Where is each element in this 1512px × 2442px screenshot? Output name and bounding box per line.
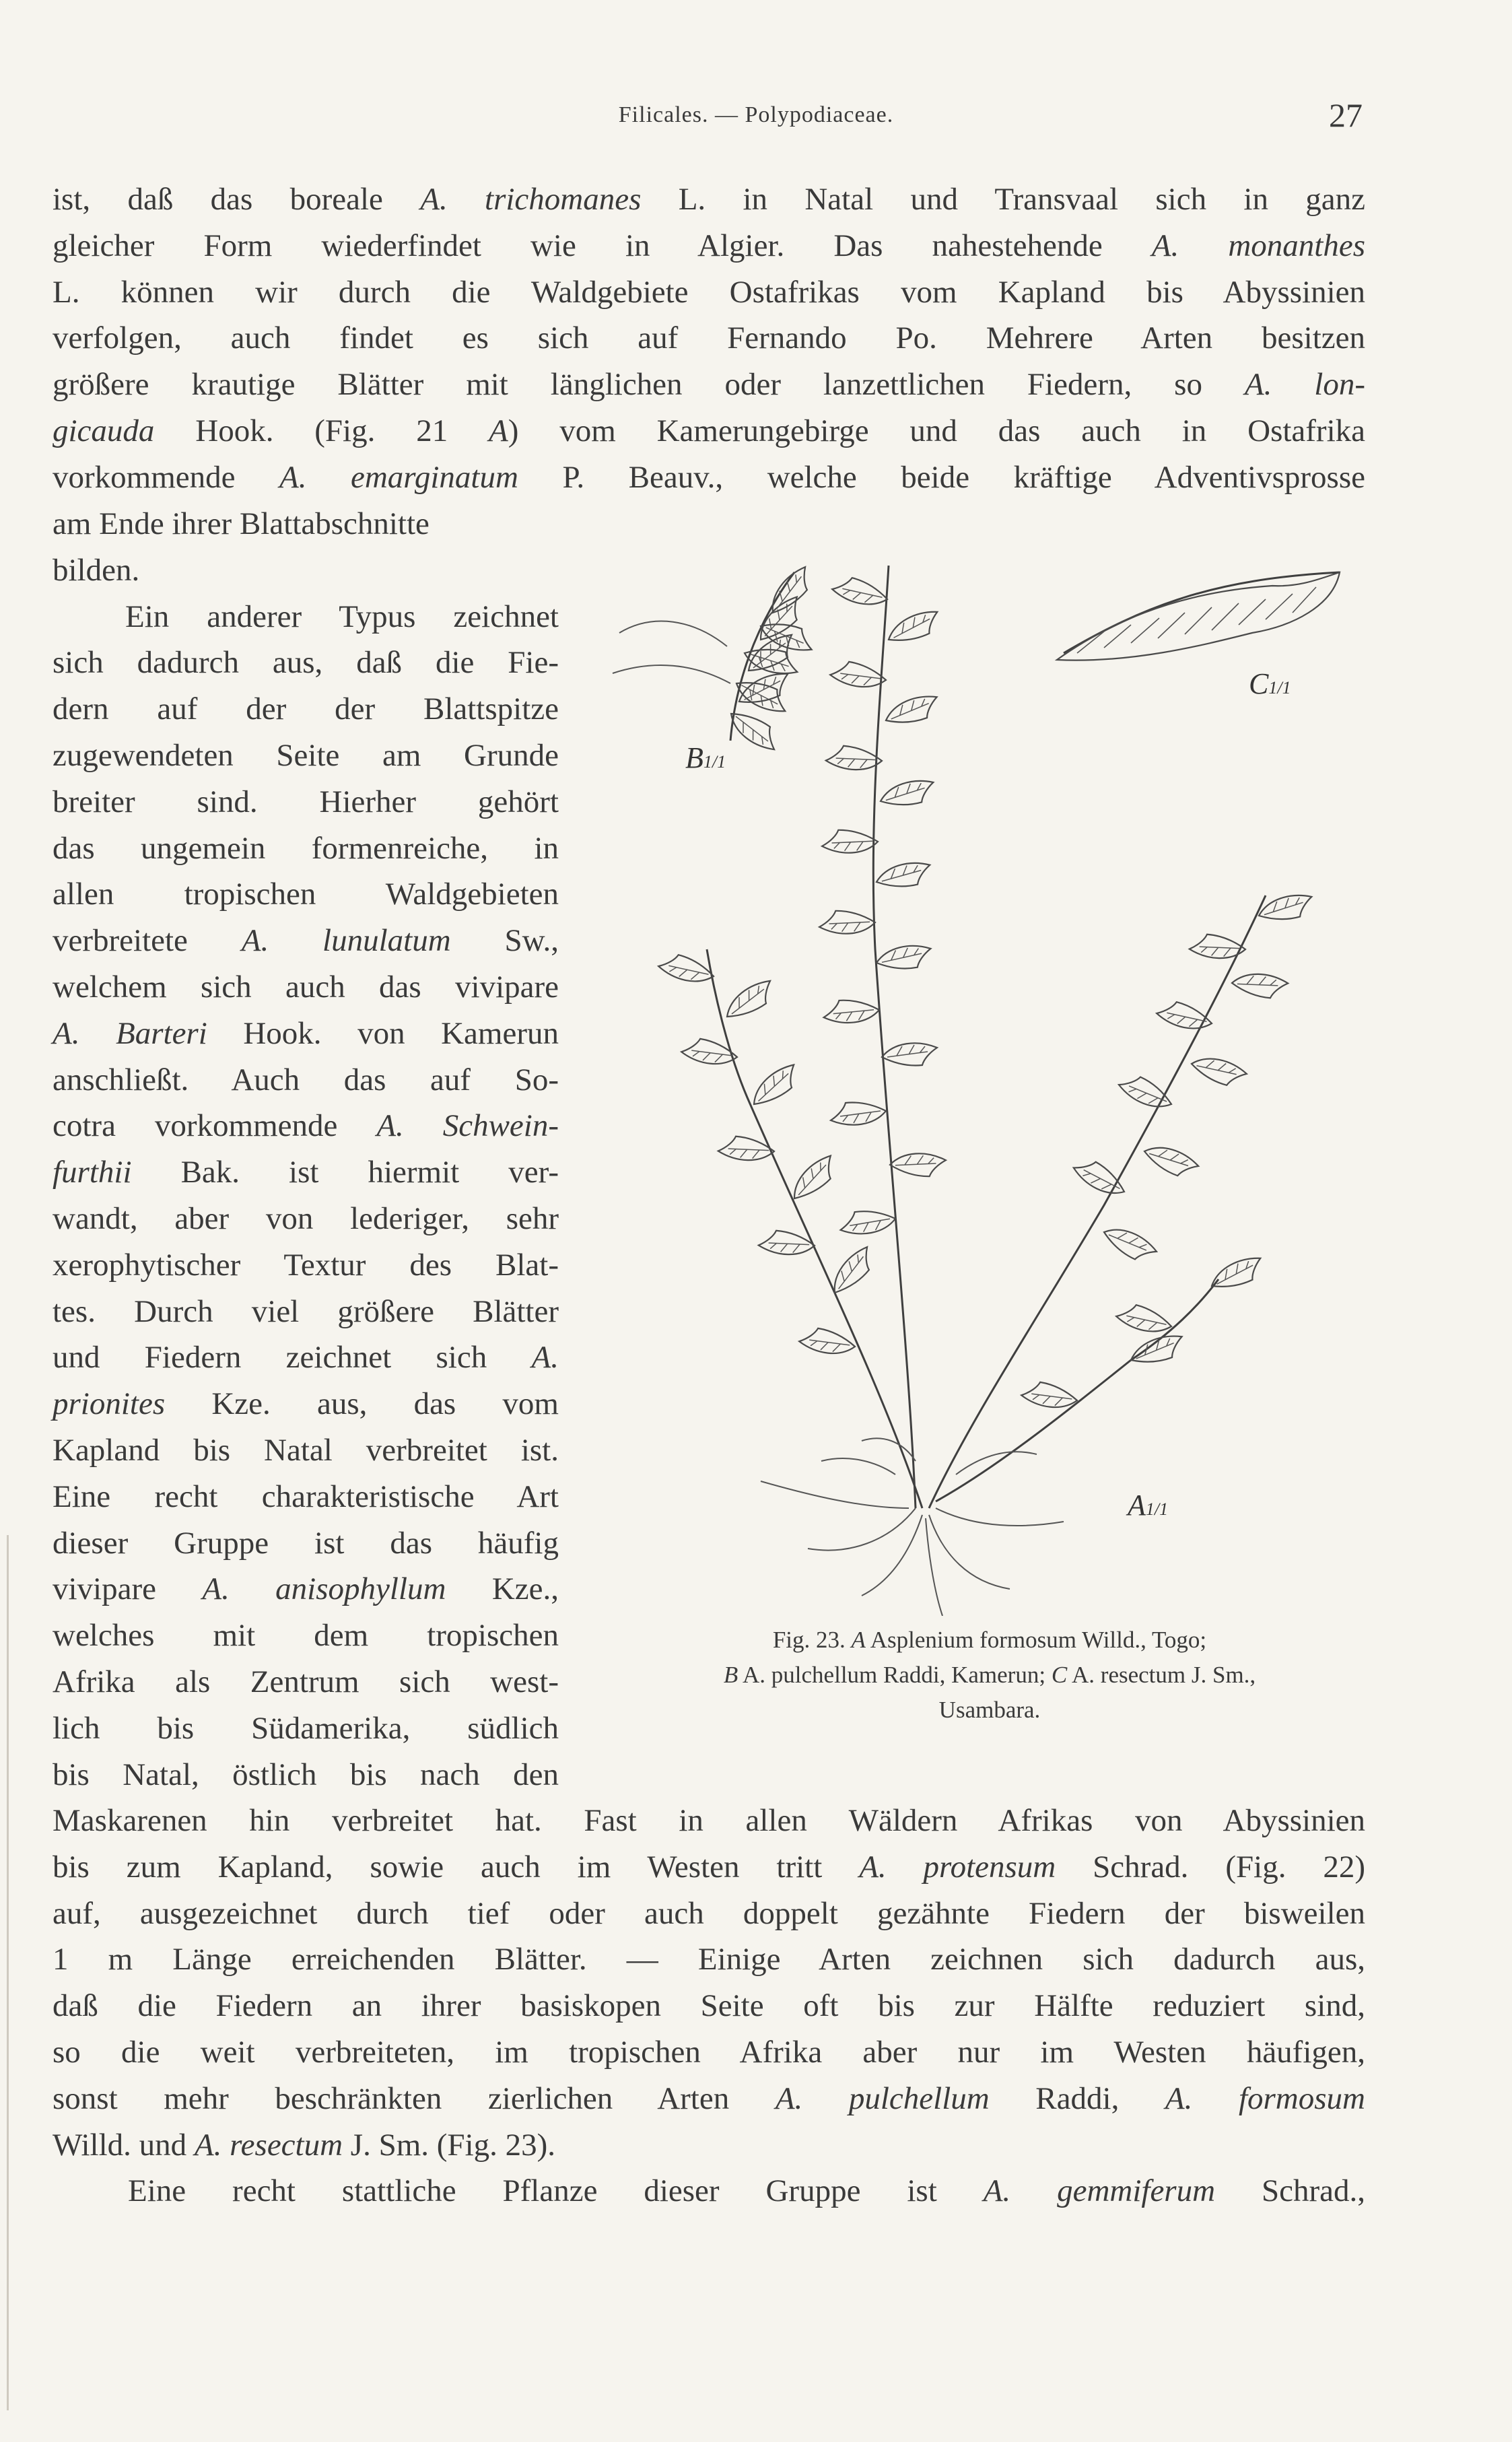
text-line: Eine recht stattliche Pflanze dieser Gruppe ist A. gemmiferum Schrad., (128, 2173, 1365, 2209)
species-name: A. emarginatum (279, 459, 518, 495)
caption-line: B A. pulchellum Raddi, Kamerun; C A. resectum J. Sm., (723, 1662, 1256, 1688)
figure-label-a (1128, 1488, 1168, 1522)
text-line: furthii Bak. ist hiermit ver- (53, 1155, 559, 1190)
species-name: furthii (53, 1155, 132, 1190)
text-line: bis Natal, östlich bis nach den (53, 1757, 559, 1792)
text-line: tes. Durch viel größere Blätter (53, 1293, 559, 1329)
text-line: sich dadurch aus, daß die Fie- (53, 645, 559, 681)
figure-caption (606, 1623, 1373, 1728)
page-number: 27 (1329, 96, 1363, 134)
fern-drawing (592, 545, 1380, 1616)
text-line: A. Barteri Hook. von Kamerun (53, 1015, 559, 1051)
text-line: Eine recht charakteristische Art (53, 1479, 559, 1514)
caption-line: Usambara. (938, 1697, 1041, 1723)
label-c-scale: 1/1 (1268, 678, 1291, 698)
text-line: daß die Fiedern an ihrer basiskopen Seite oft bis zur Hälfte reduziert sind, (53, 1988, 1365, 2024)
text-line: prionites Kze. aus, das vom (53, 1386, 559, 1422)
text-line: dern auf der der Blattspitze (53, 691, 559, 727)
text-line: verbreitete A. lunulatum Sw., (53, 923, 559, 959)
species-name: A. pulchellum (775, 2080, 990, 2116)
text-line: vorkommende A. emarginatum P. Beauv., welche beide kräftige Adventivsprosse (53, 459, 1365, 495)
text-line: breiter sind. Hierher gehört (53, 784, 559, 819)
text-line: cotra vorkommende A. Schwein- (53, 1108, 559, 1144)
species-name: A. (531, 1340, 559, 1376)
species-name: A. Schwein- (376, 1108, 559, 1144)
text-line: allen tropischen Waldgebieten (53, 877, 559, 912)
label-c-letter: C (1249, 667, 1269, 700)
frond-a (657, 566, 1315, 1616)
text-line: am Ende ihrer Blattabschnitte (53, 506, 429, 541)
text-line: xerophytischer Textur des Blat- (53, 1247, 559, 1283)
text-line: so die weit verbreiteten, im tropischen Afrika aber nur im Westen häufigen, (53, 2034, 1365, 2070)
text-line: größere krautige Blätter mit länglichen oder lanzettlichen Fiedern, so A. lon- (53, 367, 1366, 403)
text-line: ist, daß das boreale A. trichomanes L. in Natal und Transvaal sich in ganz (53, 182, 1365, 217)
species-name: A (489, 413, 508, 448)
text-line: vivipare A. anisophyllum Kze., (53, 1571, 559, 1607)
species-name: A. formosum (1165, 2080, 1365, 2116)
text-line: welches mit dem tropischen (53, 1618, 559, 1654)
text-line: Afrika als Zentrum sich west- (53, 1664, 559, 1699)
frond-c (1057, 572, 1340, 660)
species-name: A. lunulatum (241, 923, 451, 959)
text-line: gicauda Hook. (Fig. 21 A) vom Kamerungebirge und das auch in Ostafrika (53, 413, 1366, 448)
text-column-left (53, 501, 559, 1798)
species-name: A. lon- (1244, 367, 1366, 403)
species-name: A. monanthes (1151, 228, 1365, 263)
text-line: lich bis Südamerika, südlich (53, 1710, 559, 1746)
text-line: welchem sich auch das vivipare (53, 969, 559, 1005)
text-line: verfolgen, auch findet es sich auf Fernando Po. Mehrere Arten besitzen (53, 320, 1365, 356)
text-line: 1 m Länge erreichenden Blätter. — Einige Arten zeichnen sich dadurch aus, (53, 1942, 1365, 1977)
text-line: zugewendeten Seite am Grunde (53, 737, 559, 773)
figure-label-b (685, 741, 726, 775)
text-line: auf, ausgezeichnet durch tief oder auch doppelt gezähnte Fiedern der bisweilen (53, 1895, 1365, 1931)
label-b-letter: B (685, 741, 703, 774)
text-line: bis zum Kapland, sowie auch im Westen tritt A. protensum Schrad. (Fig. 22) (53, 1849, 1365, 1885)
text-line: Maskarenen hin verbreitet hat. Fast in allen Wäldern Afrikas von Abyssinien (53, 1803, 1365, 1838)
text-line: dieser Gruppe ist das häufig (53, 1525, 559, 1561)
species-name: A. anisophyllum (202, 1571, 446, 1607)
figure-label-c (1249, 667, 1291, 701)
label-b-scale: 1/1 (703, 752, 726, 772)
text-block-top (53, 176, 1365, 501)
text-line: das ungemein formenreiche, in (53, 830, 559, 866)
label-a-scale: 1/1 (1145, 1499, 1169, 1519)
text-line: wandt, aber von lederiger, sehr (53, 1200, 559, 1236)
running-head (0, 96, 1512, 141)
text-line: bilden. (53, 552, 140, 588)
species-name: prionites (53, 1386, 166, 1422)
species-name: A (851, 1627, 866, 1653)
running-head-title: Filicales. — Polypodiaceae. (618, 102, 894, 127)
species-name: A. gemmiferum (983, 2173, 1216, 2209)
species-name: B (723, 1662, 738, 1688)
species-name: A. protensum (859, 1849, 1056, 1885)
text-line: Kapland bis Natal verbreitet ist. (53, 1432, 559, 1468)
text-line: und Fiedern zeichnet sich A. (53, 1340, 559, 1376)
species-name: C (1051, 1662, 1068, 1688)
frond-b (613, 564, 818, 753)
caption-line: Fig. 23. A Asplenium formosum Willd., Togo; (772, 1627, 1207, 1653)
text-line: Willd. und A. resectum J. Sm. (Fig. 23). (53, 2127, 556, 2163)
text-block-bottom (53, 1798, 1365, 2214)
species-name: gicauda (53, 413, 155, 448)
species-name: A. trichomanes (420, 182, 642, 217)
text-line: sonst mehr beschränkten zierlichen Arten A. pulchellum Raddi, A. formosum (53, 2080, 1365, 2116)
label-a-letter: A (1128, 1489, 1146, 1522)
text-line: Ein anderer Typus zeichnet (125, 599, 559, 634)
text-line: L. können wir durch die Waldgebiete Ostafrikas vom Kapland bis Abyssinien (53, 274, 1365, 310)
text-line: gleicher Form wiederfindet wie in Algier. Das nahestehende A. monanthes (53, 228, 1365, 263)
text-line: anschließt. Auch das auf So- (53, 1062, 559, 1097)
species-name: A. Barteri (53, 1015, 207, 1051)
species-name: A. resectum (194, 2127, 343, 2163)
page-edge-shadow (7, 1535, 9, 2410)
fern-illustration (592, 545, 1380, 1616)
